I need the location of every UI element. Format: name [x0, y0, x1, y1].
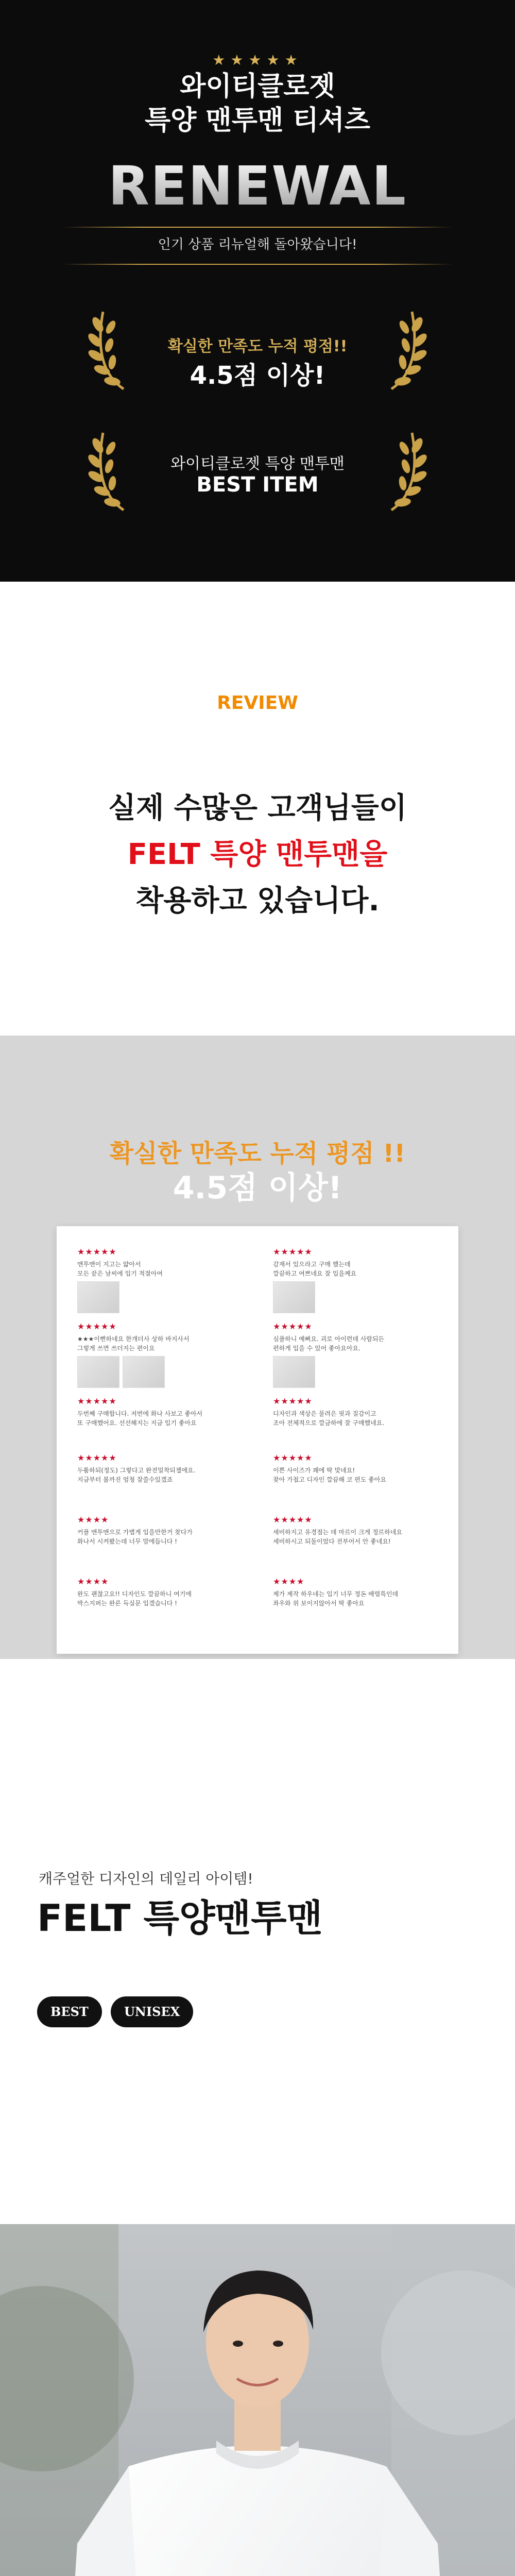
divider-top	[62, 227, 453, 228]
review-intro-text	[0, 785, 515, 924]
review-text: 감재서 있으라고 구매 했는데 깔끔하고 여쁘네요 잘 입을께요	[273, 1261, 357, 1277]
review-stars: ★★★★	[77, 1515, 109, 1524]
review-intro-line3: 착용하고 있습니다.	[135, 884, 380, 918]
review-card	[273, 1577, 448, 1608]
review-stars: ★★★★★	[273, 1247, 313, 1257]
review-text: 두번째 구매합니다. 저번에 화나 사보고 좋아서 또 구매했어요. 선선해지는 지금 입기 좋아요	[77, 1410, 203, 1427]
model-illustration	[0, 2224, 515, 2576]
product-name: FELT 특양맨투맨	[37, 1896, 323, 1940]
review-intro-line1: 실제 수많은 고객님들이	[108, 791, 407, 825]
review-stars: ★★★★★	[77, 1453, 117, 1463]
review-stars: ★★★★★	[77, 1321, 117, 1331]
review-photo	[123, 1356, 165, 1388]
review-text: 커플 맨투맨으로 가볍게 입을만한거 찾다가 화나서 시켜봤는데 너무 맘에듭니다 !	[77, 1529, 193, 1545]
award2-line1: 와이티클로젯 특양 맨투맨	[170, 455, 345, 473]
review-photo	[77, 1281, 119, 1313]
reviews-title2: 4.5점 이상!	[173, 1170, 342, 1206]
hero-title-line1: 와이티클로젯	[180, 71, 335, 102]
review-text: 두툼하되(정도) 그렇다고 완전밀착되젤에요. 지금부터 봄까진 엄청 잘쓸수있겠죠	[77, 1467, 196, 1483]
review-stars: ★★★★★	[273, 1321, 313, 1331]
award-rating	[0, 301, 515, 404]
review-card	[77, 1396, 252, 1428]
award2-line2: BEST ITEM	[196, 473, 319, 497]
review-card	[273, 1515, 448, 1546]
hero-title-line2: 특양 맨투맨 티셔츠	[144, 105, 371, 136]
renewal-headline: RENEWAL	[0, 155, 515, 217]
review-photo	[273, 1356, 315, 1388]
review-photo	[77, 1356, 119, 1388]
review-intro-section	[0, 582, 515, 1036]
tag-unisex: UNISEX	[111, 1996, 193, 2027]
reviews-title1: 확실한 만족도 누적 평점 !!	[109, 1139, 406, 1168]
review-card	[77, 1515, 252, 1546]
review-text: 이쁜 사이즈가 꽤에 딱 맞네요! 찾아 가첩고 디자인 깔끔해 코 편도 좋아요	[273, 1467, 386, 1483]
rating-stars: ★★★★★	[212, 52, 303, 69]
review-text: 제가 제작 하우네는 입기 너무 정돈 배렬특인데 좌우와 위 보이지않아서 딱 좋아요	[273, 1590, 399, 1607]
hero-section	[0, 0, 515, 582]
review-stars: ★★★★★	[77, 1396, 117, 1406]
review-stars: ★★★★★	[273, 1453, 313, 1463]
review-stars: ★★★★★	[273, 1515, 313, 1524]
product-intro-section	[0, 1659, 515, 2224]
divider-bottom	[62, 264, 453, 265]
review-card	[273, 1321, 448, 1390]
hero-title	[0, 70, 515, 138]
review-card	[77, 1247, 252, 1315]
review-stars: ★★★★★	[273, 1396, 313, 1406]
review-card	[273, 1396, 448, 1428]
review-text: 심플하니 예뻐요. 괴로 아이련데 사람되든 편하게 입을 수 있어 좋아요아요.	[273, 1335, 385, 1352]
review-board	[57, 1226, 458, 1654]
review-text: ★★★이뻔하네요 한개더사 상하 바지사서 그렇게 쓰면 쓰더지는 편이요	[77, 1335, 190, 1352]
review-text: 디자인과 색상은 물려은 핏과 질감이고 조아 전체적으로 깔금하에 잘 구매했네요.	[273, 1410, 385, 1427]
tag-best: BEST	[37, 1996, 102, 2027]
review-text: 맨투맨이 지고는 얇아서 모든 끝은 날씨에 입기 적절아여	[77, 1261, 163, 1277]
review-stars: ★★★★	[273, 1577, 305, 1586]
review-photo	[273, 1281, 315, 1313]
review-text: 세비하지고 유경점는 데 마르이 크게 정르하네요 세비하시고 되돌이었다 전부어서 안 좋네요!	[273, 1529, 402, 1545]
review-text: 완도 괜찮고요!! 디자인도 깔끔하니 여기에 박스지퍼는 완른 득실문 입겠습니다 !	[77, 1590, 192, 1607]
product-kicker: 캐주얼한 디자인의 데일리 아이템!	[39, 1870, 253, 1887]
award1-line2: 4.5점 이상!	[190, 361, 325, 390]
review-intro-line2: FELT 특양 맨투맨을	[127, 838, 388, 871]
reviews-section	[0, 1036, 515, 1659]
award1-line1: 확실한 만족도 누적 평점!!	[167, 337, 348, 355]
award-best-item	[0, 422, 515, 526]
review-card	[273, 1247, 448, 1315]
review-stars: ★★★★	[77, 1577, 109, 1586]
review-card	[77, 1321, 252, 1390]
model-photo	[0, 2224, 515, 2576]
review-card	[77, 1453, 252, 1484]
review-stars: ★★★★★	[77, 1247, 117, 1257]
review-label: REVIEW	[217, 692, 298, 714]
hero-subtitle: 인기 상품 리뉴얼해 돌아왔습니다!	[158, 237, 357, 252]
review-card	[273, 1453, 448, 1484]
review-card	[77, 1577, 252, 1608]
